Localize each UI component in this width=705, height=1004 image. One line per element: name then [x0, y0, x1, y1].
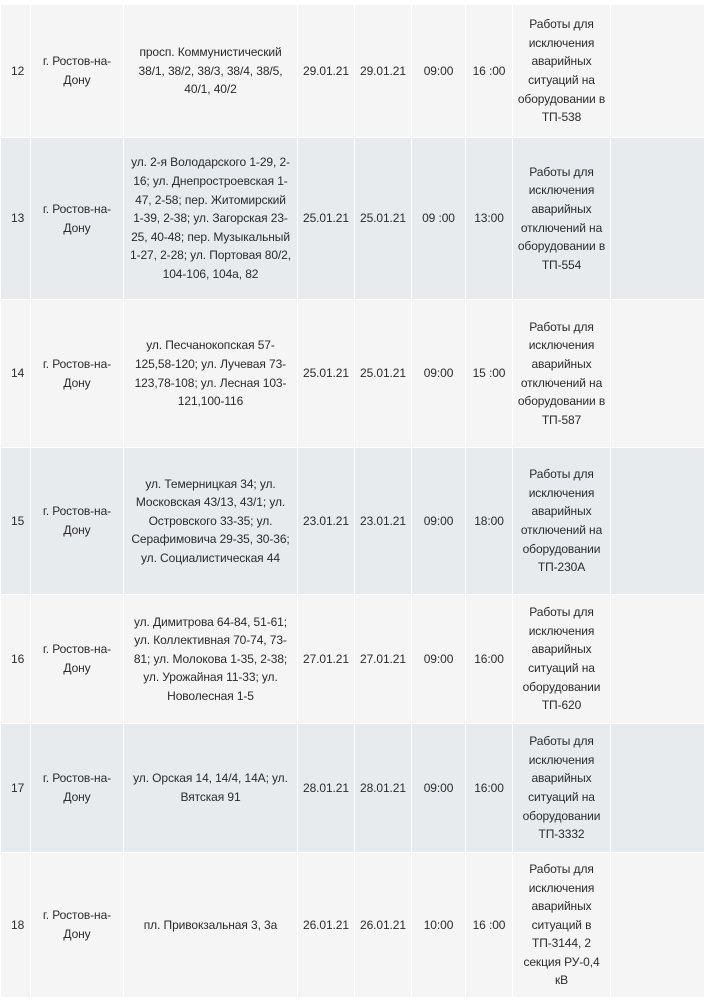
end-date-cell: 25.01.21 — [355, 138, 412, 300]
start-time-cell: 09:00 — [412, 595, 466, 724]
table-row — [1, 448, 705, 595]
row-number: 15 — [1, 448, 31, 595]
address-cell: пл. Привокзальная 3, 3а — [124, 853, 298, 998]
reason-cell: Работы для исключения аварийных отключений на оборудовании в ТП-554 — [513, 138, 611, 300]
city-cell: г. Ростов-на-Дону — [31, 448, 124, 595]
address-cell: ул. Орская 14, 14/4, 14А; ул. Вятская 91 — [124, 724, 298, 853]
table-row — [1, 300, 705, 448]
city-cell: г. Ростов-на-Дону — [31, 595, 124, 724]
address-cell: ул. Димитрова 64-84, 51-61; ул. Коллективная 70-74, 73-81; ул. Молокова 1-35, 2-38; ул. Урожайная 11-33; ул. Новолесная 1-5 — [124, 595, 298, 724]
reason-cell: Работы для исключения аварийных ситуаций в ТП-3144, 2 секция РУ-0,4 кВ — [513, 853, 611, 998]
start-time-cell: 09:00 — [412, 724, 466, 853]
note-cell — [611, 595, 705, 724]
start-time-cell: 09:00 — [412, 5, 466, 138]
reason-cell: Работы для исключения аварийных отключений на оборудовании в ТП-587 — [513, 300, 611, 448]
end-date-cell: 27.01.21 — [355, 595, 412, 724]
row-number: 13 — [1, 138, 31, 300]
start-date-cell: 27.01.21 — [298, 595, 355, 724]
outage-table — [0, 4, 705, 998]
address-cell: ул. 2-я Володарского 1-29, 2-16; ул. Днепростроевская 1-47, 2-58; пер. Житомирский 1-39, 2-38; ул. Загорская 23-25, 40-48; пер. Музыкальный 1-27, 2-28; ул. Портовая 80/2, 104-106, 104а, 82 — [124, 138, 298, 300]
end-date-cell: 28.01.21 — [355, 724, 412, 853]
note-cell — [611, 448, 705, 595]
city-cell: г. Ростов-на-Дону — [31, 300, 124, 448]
reason-cell: Работы для исключения аварийных отключений на оборудовании ТП-230А — [513, 448, 611, 595]
note-cell — [611, 138, 705, 300]
end-time-cell: 16:00 — [466, 724, 513, 853]
note-cell — [611, 853, 705, 998]
city-cell: г. Ростов-на-Дону — [31, 724, 124, 853]
table-row — [1, 138, 705, 300]
table-row — [1, 595, 705, 724]
start-date-cell: 29.01.21 — [298, 5, 355, 138]
end-time-cell: 16 :00 — [466, 853, 513, 998]
table-row — [1, 5, 705, 138]
start-date-cell: 23.01.21 — [298, 448, 355, 595]
city-cell: г. Ростов-на-Дону — [31, 5, 124, 138]
note-cell — [611, 5, 705, 138]
note-cell — [611, 300, 705, 448]
address-cell: ул. Темерницкая 34; ул. Московская 43/13, 43/1; ул. Островского 33-35; ул. Серафимовича 29-35, 30-36; ул. Социалистическая 44 — [124, 448, 298, 595]
end-date-cell: 25.01.21 — [355, 300, 412, 448]
reason-cell: Работы для исключения аварийных ситуаций на оборудовании ТП-620 — [513, 595, 611, 724]
end-time-cell: 16 :00 — [466, 5, 513, 138]
address-cell: ул. Песчанокопская 57-125,58-120; ул. Лучевая 73-123,78-108; ул. Лесная 103-121,100-116 — [124, 300, 298, 448]
table-row — [1, 853, 705, 998]
start-time-cell: 09 :00 — [412, 138, 466, 300]
end-time-cell: 13:00 — [466, 138, 513, 300]
end-date-cell: 23.01.21 — [355, 448, 412, 595]
start-date-cell: 28.01.21 — [298, 724, 355, 853]
end-time-cell: 18:00 — [466, 448, 513, 595]
row-number: 18 — [1, 853, 31, 998]
note-cell — [611, 724, 705, 853]
end-time-cell: 15 :00 — [466, 300, 513, 448]
end-date-cell: 26.01.21 — [355, 853, 412, 998]
end-date-cell: 29.01.21 — [355, 5, 412, 138]
row-number: 16 — [1, 595, 31, 724]
reason-cell: Работы для исключения аварийных ситуаций на оборудовании в ТП-538 — [513, 5, 611, 138]
table-row — [1, 724, 705, 853]
reason-cell: Работы для исключения аварийных ситуаций на оборудовании ТП-3332 — [513, 724, 611, 853]
start-date-cell: 25.01.21 — [298, 300, 355, 448]
address-cell: просп. Коммунистический 38/1, 38/2, 38/3, 38/4, 38/5, 40/1, 40/2 — [124, 5, 298, 138]
row-number: 12 — [1, 5, 31, 138]
end-time-cell: 16:00 — [466, 595, 513, 724]
start-date-cell: 26.01.21 — [298, 853, 355, 998]
start-time-cell: 09:00 — [412, 448, 466, 595]
row-number: 17 — [1, 724, 31, 853]
city-cell: г. Ростов-на-Дону — [31, 138, 124, 300]
start-date-cell: 25.01.21 — [298, 138, 355, 300]
city-cell: г. Ростов-на-Дону — [31, 853, 124, 998]
start-time-cell: 09:00 — [412, 300, 466, 448]
start-time-cell: 10:00 — [412, 853, 466, 998]
row-number: 14 — [1, 300, 31, 448]
